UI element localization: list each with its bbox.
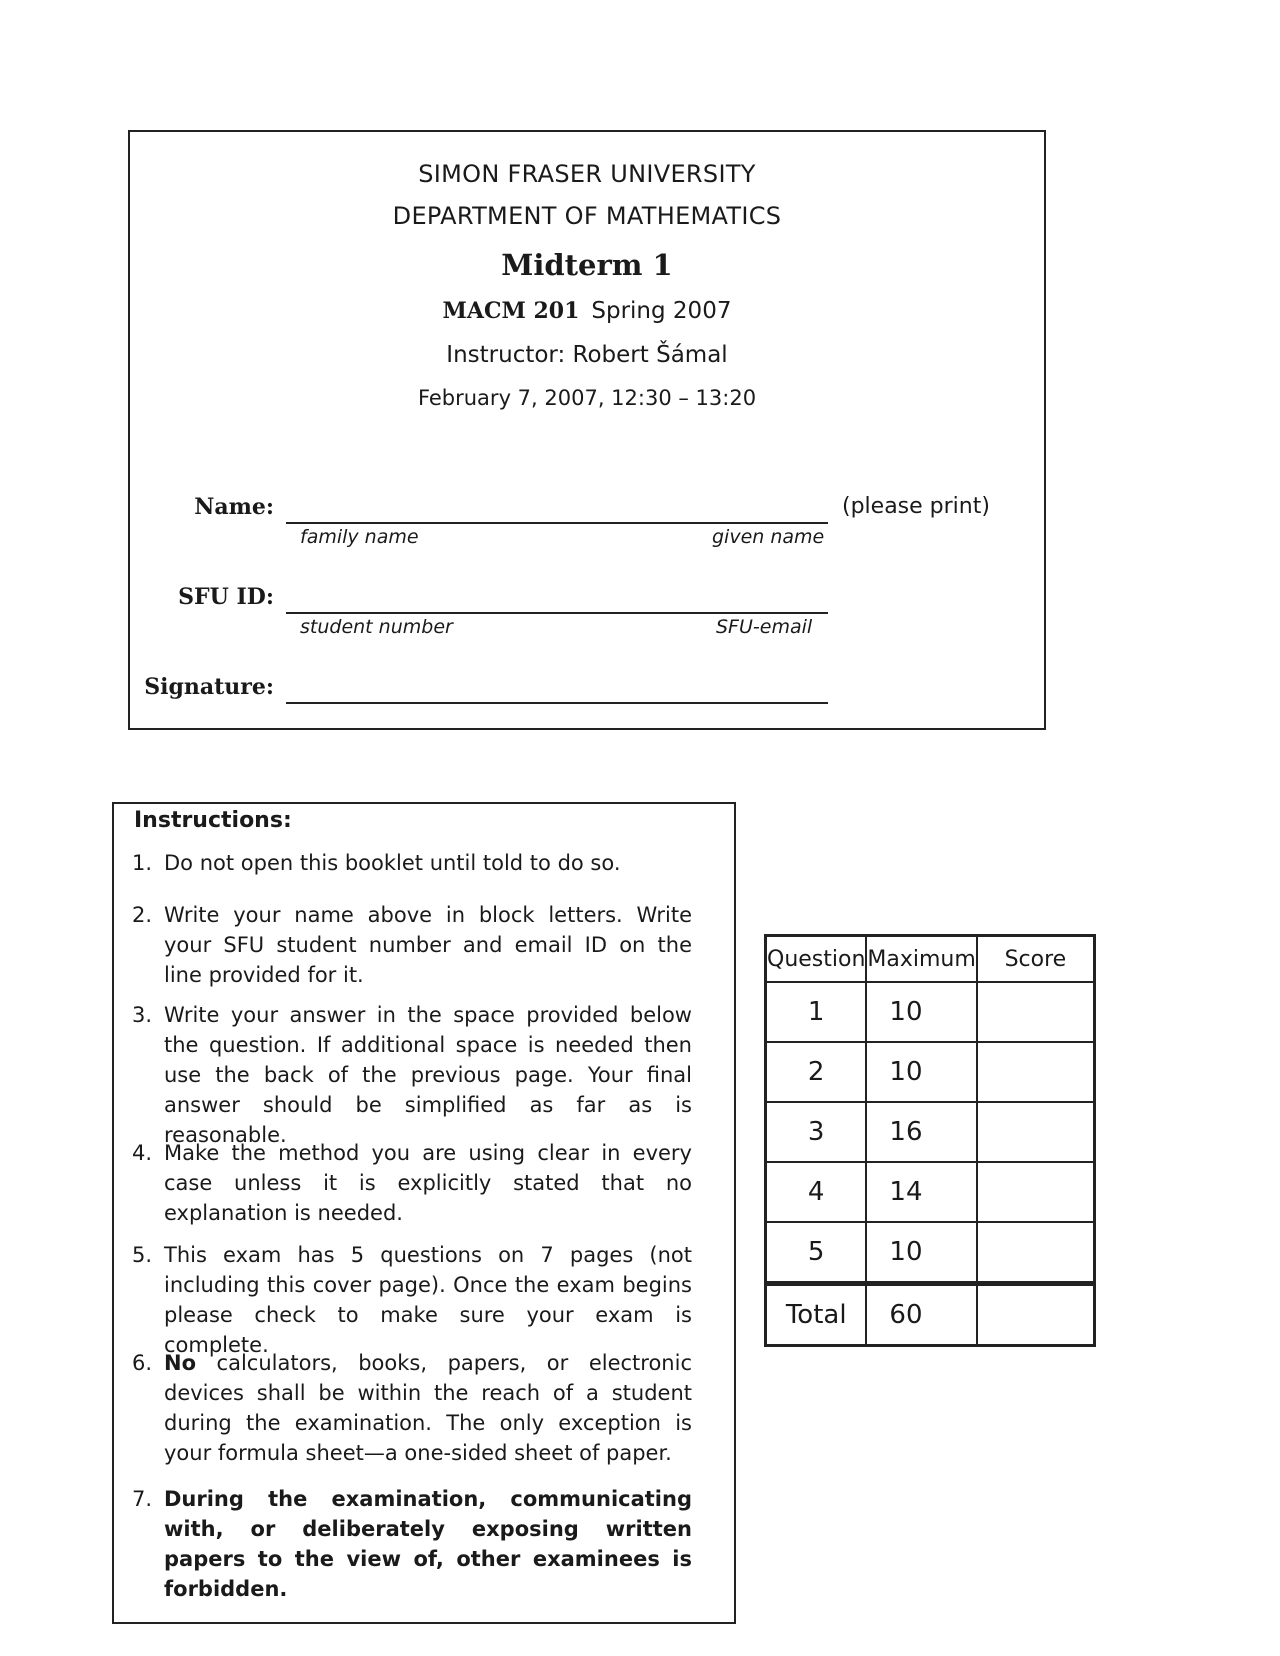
maximum-points: 10: [866, 982, 976, 1042]
student-number-caption: student number: [300, 616, 453, 638]
score-cell[interactable]: [977, 1162, 1095, 1222]
question-number: 1: [766, 982, 867, 1042]
table-row: [766, 1222, 1095, 1284]
total-score-cell[interactable]: [977, 1284, 1095, 1346]
course-line: [130, 298, 1044, 324]
instruction-item: 4. Make the method you are using clear in every case unless it is explicitly stated that no explanation is needed.: [132, 1141, 692, 1225]
exam-date: February 7, 2007, 12:30 – 13:20: [417, 386, 757, 410]
table-row: [766, 1162, 1095, 1222]
instruction-item: 7. During the examination, communicating with, or deliberately exposing written papers to the view of, other examinees is forbidden.: [132, 1487, 692, 1601]
course-code: MACM 201: [442, 298, 580, 324]
score-cell[interactable]: [977, 1042, 1095, 1102]
instruction-item: 2. Write your name above in block letters. Write your SFU student number and email ID on the line provided for it.: [132, 903, 692, 987]
question-number: 2: [766, 1042, 867, 1102]
name-input-line[interactable]: [286, 522, 828, 524]
maximum-header: Maximum: [866, 936, 976, 983]
table-header-row: [766, 936, 1095, 983]
please-print-note: (please print): [842, 494, 990, 519]
question-number: 5: [766, 1222, 867, 1284]
total-maximum: 60: [866, 1284, 976, 1346]
instruction-item: 6. No calculators, books, papers, or electronic devices shall be within the reach of a student during the examination. The only exception is your formula sheet—a one-sided sheet of paper.: [132, 1351, 692, 1465]
instructor: Instructor: Robert Šámal: [446, 342, 728, 368]
sfu-id-label: SFU ID:: [178, 584, 274, 610]
sfu-id-input-line[interactable]: [286, 612, 828, 614]
question-number: 3: [766, 1102, 867, 1162]
score-header: Score: [977, 936, 1095, 983]
signature-input-line[interactable]: [286, 702, 828, 704]
score-cell[interactable]: [977, 1102, 1095, 1162]
university-name: SIMON FRASER UNIVERSITY: [418, 160, 756, 188]
exam-title: Midterm 1: [501, 248, 673, 282]
instructions-box: [112, 802, 736, 1624]
maximum-points: 10: [866, 1042, 976, 1102]
instruction-item: 3. Write your answer in the space provided below the question. If additional space is needed then use the back of the previous page. Your final answer should be simplified as far as is reasonable.: [132, 1003, 692, 1147]
sfu-email-caption: SFU-email: [716, 616, 813, 638]
question-number: 4: [766, 1162, 867, 1222]
signature-label: Signature:: [144, 674, 274, 700]
table-row: [766, 1042, 1095, 1102]
total-row: [766, 1284, 1095, 1346]
exam-header-box: [128, 130, 1046, 730]
maximum-points: 14: [866, 1162, 976, 1222]
score-table: [764, 934, 1096, 1347]
family-name-caption: family name: [300, 526, 419, 548]
total-label: Total: [766, 1284, 867, 1346]
instructions-title: Instructions:: [134, 808, 292, 833]
given-name-caption: given name: [712, 526, 825, 548]
department-name: DEPARTMENT OF MATHEMATICS: [392, 202, 782, 230]
name-label: Name:: [194, 494, 274, 520]
table-row: [766, 982, 1095, 1042]
table-row: [766, 1102, 1095, 1162]
instruction-item: 5. This exam has 5 questions on 7 pages (not including this cover page). Once the exam begins please check to make sure your exam is complete.: [132, 1243, 692, 1357]
term: Spring 2007: [591, 298, 732, 324]
question-header: Question: [766, 936, 867, 983]
maximum-points: 16: [866, 1102, 976, 1162]
score-cell[interactable]: [977, 982, 1095, 1042]
instruction-item: 1. Do not open this booklet until told to do so.: [132, 851, 621, 875]
score-cell[interactable]: [977, 1222, 1095, 1284]
maximum-points: 10: [866, 1222, 976, 1284]
